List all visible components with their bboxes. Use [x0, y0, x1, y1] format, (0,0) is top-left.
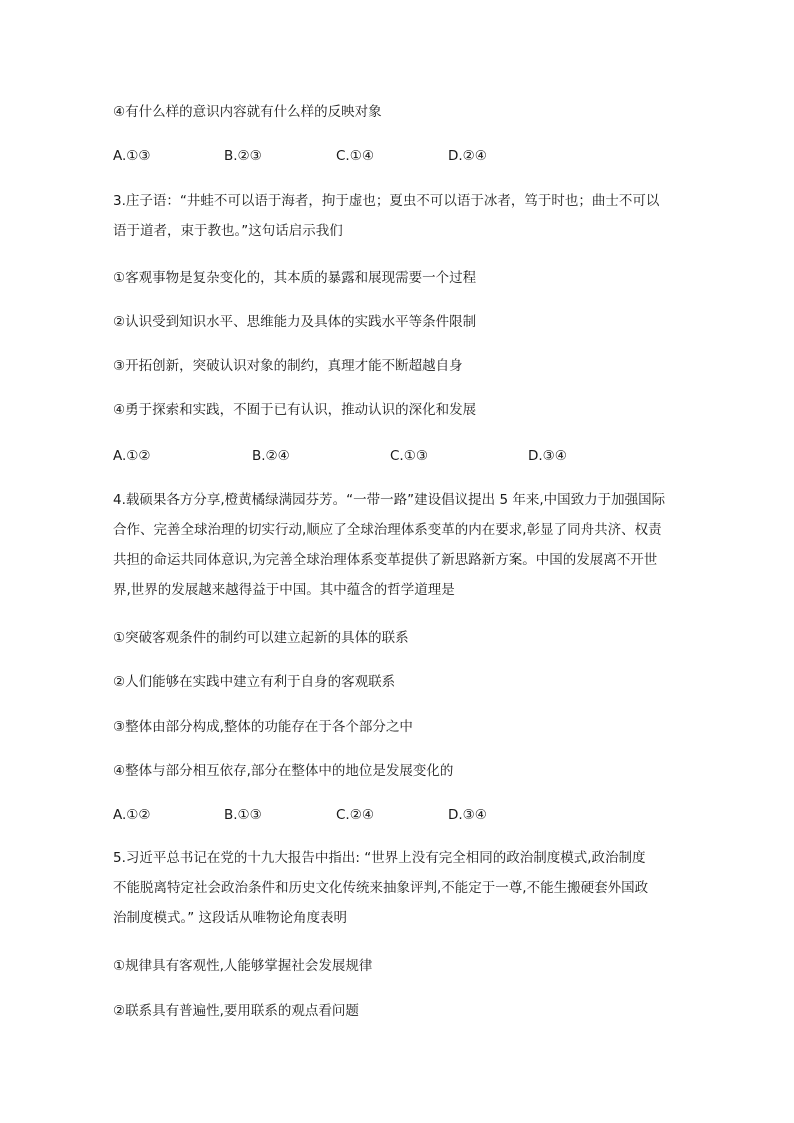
q3-item-2: ②认识受到知识水平、思维能力及具体的实践水平等条件限制 [113, 314, 477, 330]
q3-stem-line: 语于道者，束于教也。”这句话启示我们 [113, 223, 343, 239]
q3-stem-line: 3.庄子语：“井蛙不可以语于海者，拘于虚也；夏虫不可以语于冰者，笃于时也；曲士不可以 [113, 193, 660, 209]
q3-stem [113, 186, 685, 246]
q4-item-3: ③整体由部分构成,整体的功能存在于各个部分之中 [113, 719, 413, 735]
q2-option-a: A.①③ [113, 148, 151, 164]
q4-option-d: D.③④ [448, 807, 487, 823]
q2-item-4: ④有什么样的意识内容就有什么样的反映对象 [113, 104, 382, 120]
q5-stem [113, 843, 685, 933]
q4-option-c: C.②④ [336, 807, 374, 823]
q4-stem-line: 共担的命运共同体意识,为完善全球治理体系变革提供了新思路新方案。中国的发展离不开世 [113, 552, 658, 568]
q3-item-1: ①客观事物是复杂变化的，其本质的暴露和展现需要一个过程 [113, 270, 477, 286]
q4-item-4: ④整体与部分相互依存,部分在整体中的地位是发展变化的 [113, 763, 454, 779]
q4-options [113, 805, 713, 825]
q3-option-c: C.①③ [390, 448, 428, 464]
q5-stem-line: 治制度模式。” 这段话从唯物论角度表明 [113, 910, 348, 926]
q3-item-3: ③开拓创新，突破认识对象的制约，真理才能不断超越自身 [113, 358, 463, 374]
q2-option-d: D.②④ [448, 148, 487, 164]
q4-option-a: A.①② [113, 807, 151, 823]
q2-option-c: C.①④ [336, 148, 374, 164]
q5-stem-line: 不能脱离特定社会政治条件和历史文化传统来抽象评判,不能定于一尊,不能生搬硬套外国政 [113, 880, 649, 896]
q4-stem [113, 485, 685, 605]
q3-option-b: B.②④ [252, 448, 290, 464]
q5-item-2: ②联系具有普遍性,要用联系的观点看问题 [113, 1003, 359, 1019]
q4-stem-line: 4.载硕果各方分享,橙黄橘绿满园芬芳。“一带一路”建设倡议提出 5 年来,中国致力于加强国际 [113, 492, 666, 508]
q4-stem-line: 界,世界的发展越来越得益于中国。其中蕴含的哲学道理是 [113, 582, 455, 598]
q4-stem-line: 合作、完善全球治理的切实行动,顺应了全球治理体系变革的内在要求,彰显了同舟共济、权责 [113, 522, 662, 538]
q3-option-a: A.①② [113, 448, 151, 464]
q5-item-1: ①规律具有客观性,人能够掌握社会发展规律 [113, 958, 373, 974]
q3-item-4: ④勇于探索和实践，不囿于已有认识，推动认识的深化和发展 [113, 402, 477, 418]
q3-option-d: D.③④ [528, 448, 567, 464]
q2-options [113, 146, 713, 166]
q5-stem-line: 5.习近平总书记在党的十九大报告中指出: “世界上没有完全相同的政治制度模式,政治制度 [113, 850, 646, 866]
q4-option-b: B.①③ [224, 807, 262, 823]
q3-options [113, 446, 713, 466]
q4-item-1: ①突破客观条件的制约可以建立起新的具体的联系 [113, 630, 409, 646]
q2-option-b: B.②③ [224, 148, 262, 164]
q4-item-2: ②人们能够在实践中建立有利于自身的客观联系 [113, 674, 396, 690]
